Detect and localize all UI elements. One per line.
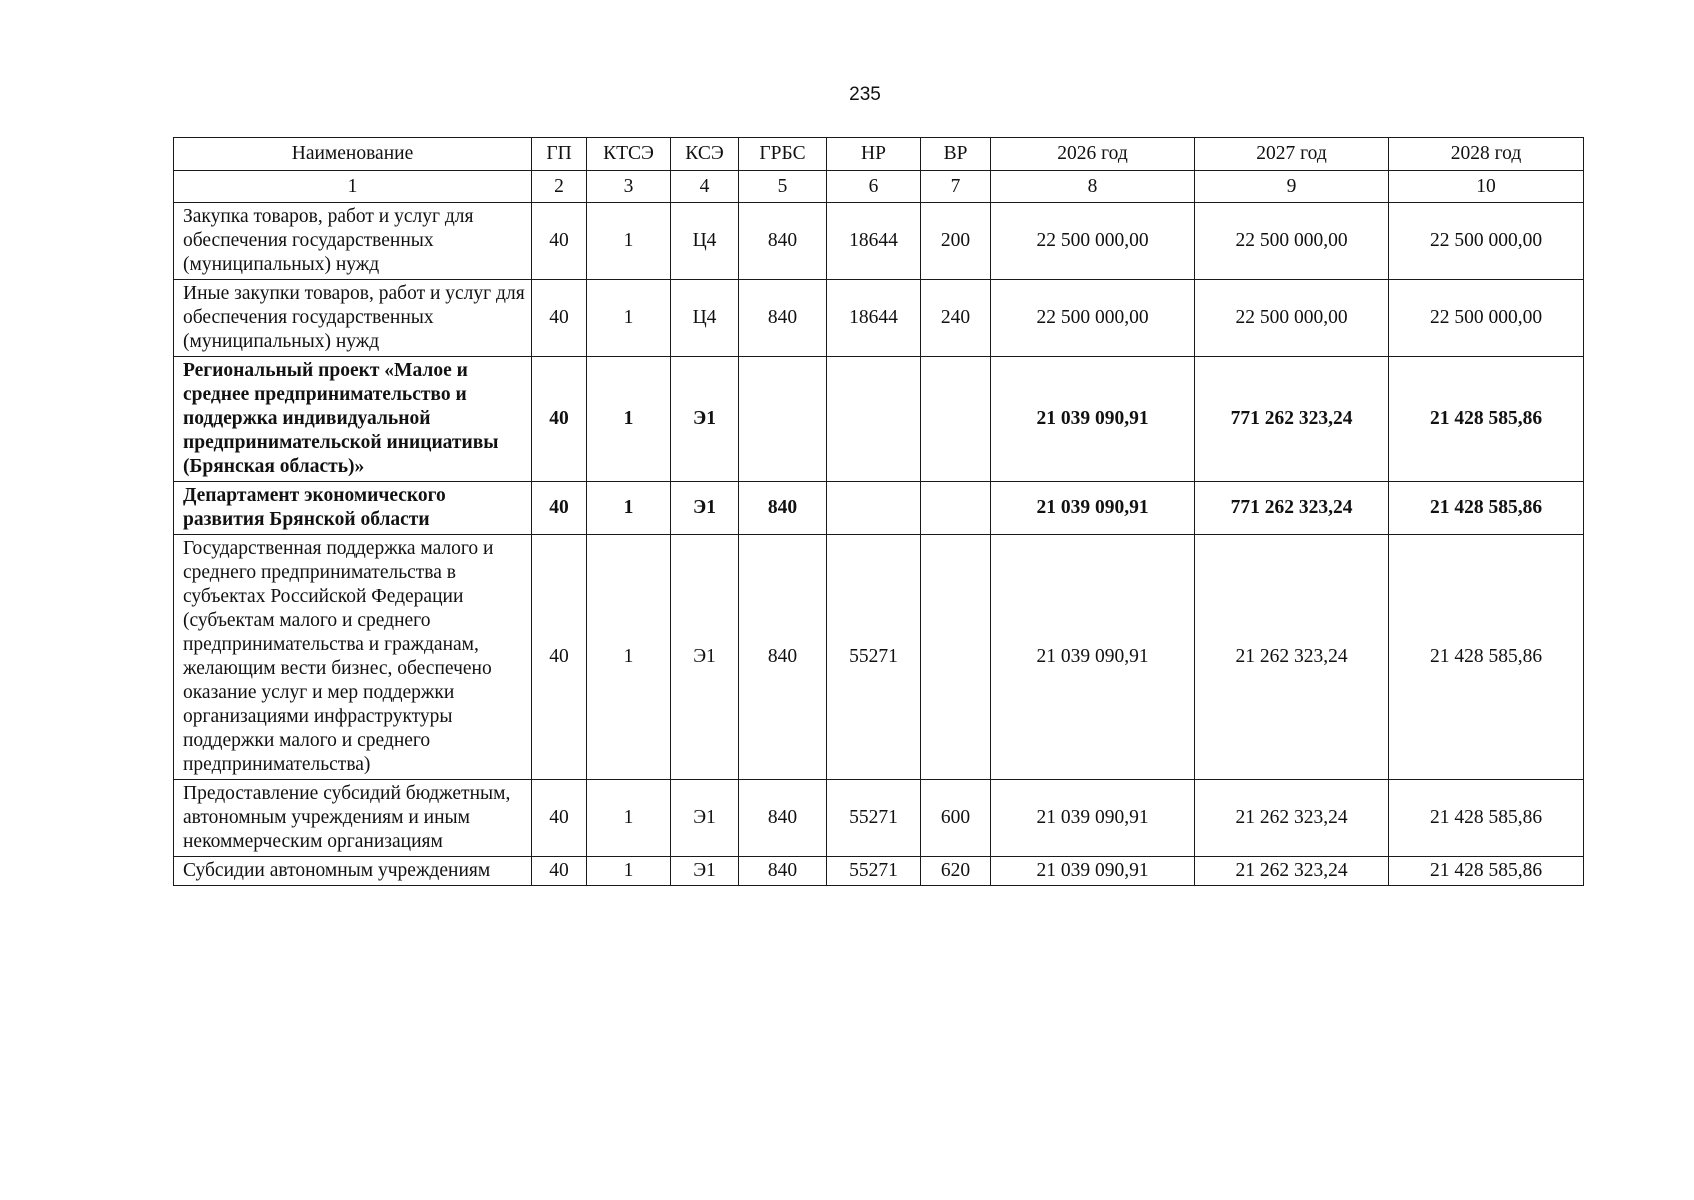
row-name: Государственная поддержка малого и среднего предпринимательства в субъектах Российской Федерации (субъектам малого и среднего предпринимательства и гражданам, желающим вести бизнес, обеспечено оказание услуг и мер поддержки организациями инфраструктуры поддержки малого и среднего предпринимательства) (174, 535, 532, 780)
header-gp: ГП (532, 138, 587, 171)
cell-kse: Э1 (671, 482, 739, 535)
cell-ktse: 1 (587, 535, 671, 780)
cell-nr (827, 482, 921, 535)
cell-nr: 55271 (827, 535, 921, 780)
cell-grbs: 840 (739, 280, 827, 357)
cell-2028: 21 428 585,86 (1389, 535, 1584, 780)
cell-nr: 55271 (827, 857, 921, 886)
cell-ktse: 1 (587, 203, 671, 280)
row-name: Департамент экономического развития Брянской области (174, 482, 532, 535)
header-ktse: КТСЭ (587, 138, 671, 171)
column-number-row (174, 171, 1584, 203)
table-row (174, 280, 1584, 357)
cell-vr: 600 (921, 780, 991, 857)
header-2027: 2027 год (1195, 138, 1389, 171)
cell-2028: 22 500 000,00 (1389, 280, 1584, 357)
cell-vr: 620 (921, 857, 991, 886)
cell-ktse: 1 (587, 780, 671, 857)
cell-gp: 40 (532, 780, 587, 857)
cell-2026: 21 039 090,91 (991, 482, 1195, 535)
row-name: Субсидии автономным учреждениям (174, 857, 532, 886)
cell-2027: 771 262 323,24 (1195, 482, 1389, 535)
budget-table (173, 137, 1584, 886)
cell-2028: 22 500 000,00 (1389, 203, 1584, 280)
row-name: Предоставление субсидий бюджетным, автономным учреждениям и иным некоммерческим организациям (174, 780, 532, 857)
cell-2028: 21 428 585,86 (1389, 857, 1584, 886)
cell-2026: 21 039 090,91 (991, 535, 1195, 780)
cell-nr: 55271 (827, 780, 921, 857)
column-number: 5 (739, 171, 827, 203)
cell-2027: 22 500 000,00 (1195, 280, 1389, 357)
table-row-department (174, 482, 1584, 535)
cell-nr: 18644 (827, 203, 921, 280)
table-row (174, 535, 1584, 780)
cell-ktse: 1 (587, 857, 671, 886)
header-vr: ВР (921, 138, 991, 171)
column-number: 7 (921, 171, 991, 203)
cell-grbs: 840 (739, 535, 827, 780)
cell-ktse: 1 (587, 280, 671, 357)
cell-kse: Э1 (671, 857, 739, 886)
table-row (174, 780, 1584, 857)
cell-kse: Э1 (671, 535, 739, 780)
row-name: Региональный проект «Малое и среднее предпринимательство и поддержка индивидуальной предпринимательской инициативы (Брянская область)» (174, 357, 532, 482)
cell-2027: 22 500 000,00 (1195, 203, 1389, 280)
cell-2026: 22 500 000,00 (991, 203, 1195, 280)
cell-vr: 240 (921, 280, 991, 357)
cell-kse: Э1 (671, 357, 739, 482)
cell-2027: 21 262 323,24 (1195, 857, 1389, 886)
header-2028: 2028 год (1389, 138, 1584, 171)
cell-kse: Ц4 (671, 280, 739, 357)
cell-2027: 771 262 323,24 (1195, 357, 1389, 482)
row-name: Закупка товаров, работ и услуг для обеспечения государственных (муниципальных) нужд (174, 203, 532, 280)
cell-2026: 22 500 000,00 (991, 280, 1195, 357)
header-name: Наименование (174, 138, 532, 171)
column-number: 1 (174, 171, 532, 203)
cell-2027: 21 262 323,24 (1195, 780, 1389, 857)
cell-gp: 40 (532, 280, 587, 357)
column-number: 2 (532, 171, 587, 203)
cell-vr: 200 (921, 203, 991, 280)
header-row (174, 138, 1584, 171)
page-number: 235 (849, 84, 881, 105)
cell-kse: Ц4 (671, 203, 739, 280)
cell-nr: 18644 (827, 280, 921, 357)
row-name: Иные закупки товаров, работ и услуг для обеспечения государственных (муниципальных) нужд (174, 280, 532, 357)
cell-2026: 21 039 090,91 (991, 780, 1195, 857)
column-number: 9 (1195, 171, 1389, 203)
column-number: 8 (991, 171, 1195, 203)
table-row-project (174, 357, 1584, 482)
cell-2027: 21 262 323,24 (1195, 535, 1389, 780)
table-row (174, 857, 1584, 886)
cell-2026: 21 039 090,91 (991, 857, 1195, 886)
cell-nr (827, 357, 921, 482)
cell-gp: 40 (532, 203, 587, 280)
cell-grbs (739, 357, 827, 482)
cell-gp: 40 (532, 857, 587, 886)
column-number: 4 (671, 171, 739, 203)
cell-ktse: 1 (587, 357, 671, 482)
column-number: 6 (827, 171, 921, 203)
column-number: 3 (587, 171, 671, 203)
cell-ktse: 1 (587, 482, 671, 535)
cell-grbs: 840 (739, 857, 827, 886)
cell-2028: 21 428 585,86 (1389, 482, 1584, 535)
header-nr: НР (827, 138, 921, 171)
cell-2026: 21 039 090,91 (991, 357, 1195, 482)
cell-gp: 40 (532, 482, 587, 535)
cell-gp: 40 (532, 357, 587, 482)
cell-2028: 21 428 585,86 (1389, 357, 1584, 482)
cell-kse: Э1 (671, 780, 739, 857)
cell-vr (921, 357, 991, 482)
column-number: 10 (1389, 171, 1584, 203)
cell-vr (921, 535, 991, 780)
cell-gp: 40 (532, 535, 587, 780)
header-grbs: ГРБС (739, 138, 827, 171)
cell-grbs: 840 (739, 482, 827, 535)
cell-grbs: 840 (739, 780, 827, 857)
header-2026: 2026 год (991, 138, 1195, 171)
cell-vr (921, 482, 991, 535)
cell-2028: 21 428 585,86 (1389, 780, 1584, 857)
cell-grbs: 840 (739, 203, 827, 280)
table-row (174, 203, 1584, 280)
header-kse: КСЭ (671, 138, 739, 171)
